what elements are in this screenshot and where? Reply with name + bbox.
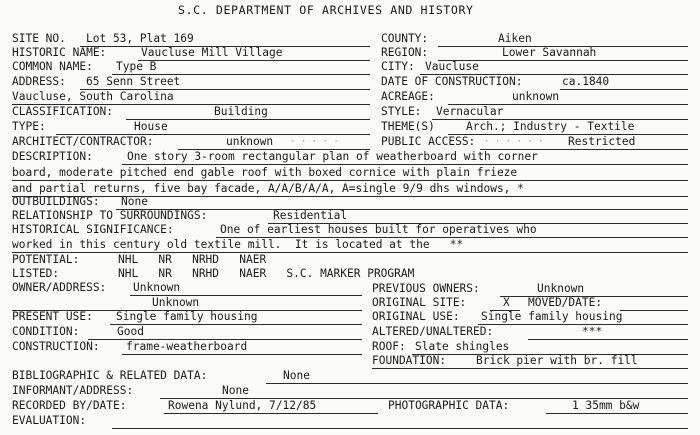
form-title: S.C. DEPARTMENT OF ARCHIVES AND HISTORY bbox=[178, 3, 474, 17]
outbuildings-label: OUTBUILDINGS: bbox=[12, 195, 100, 208]
common-name-label: COMMON NAME: bbox=[12, 60, 93, 73]
city-label: CITY: bbox=[381, 60, 415, 73]
informant-value: None bbox=[222, 384, 249, 397]
rule bbox=[620, 310, 688, 311]
original-use-value: Single family housing bbox=[481, 310, 623, 323]
condition-label: CONDITION: bbox=[12, 325, 80, 338]
potential-label: POTENTIAL: bbox=[12, 253, 80, 266]
photographic-value: 1 35mm b&w bbox=[572, 399, 640, 412]
rule bbox=[372, 368, 688, 369]
classification-label: CLASSIFICATION: bbox=[12, 105, 114, 118]
owner-label: OWNER/ADDRESS: bbox=[12, 281, 107, 294]
date-value: ca.1840 bbox=[562, 75, 610, 88]
rule bbox=[112, 428, 688, 429]
address-label: ADDRESS: bbox=[12, 75, 66, 88]
rule bbox=[110, 324, 362, 325]
construction-label: CONSTRUCTION: bbox=[12, 340, 100, 353]
type-label: TYPE: bbox=[12, 120, 46, 133]
acreage-label: ACREAGE: bbox=[381, 90, 435, 103]
theme-value: Arch.; Industry - Textile bbox=[466, 120, 635, 133]
rule bbox=[12, 196, 688, 197]
listed-options: NHL NR NRHD NAER S.C. MARKER PROGRAM bbox=[118, 267, 415, 280]
common-name-value: Type B bbox=[116, 60, 157, 73]
relationship-value: Residential bbox=[273, 209, 348, 222]
rule bbox=[12, 180, 688, 181]
region-label: REGION: bbox=[381, 46, 429, 59]
potential-options: NHL NR NRHD NAER bbox=[118, 253, 267, 266]
present-use-value: Single family housing bbox=[116, 310, 258, 323]
altered-label: ALTERED/UNALTERED: bbox=[372, 325, 494, 338]
informant-label: INFORMANT/ADDRESS: bbox=[12, 384, 134, 397]
construction-value: frame-weatherboard bbox=[126, 340, 248, 353]
acreage-value: unknown bbox=[512, 90, 560, 103]
bibliographic-value: None bbox=[283, 369, 310, 382]
roof-label: ROOF: bbox=[372, 340, 406, 353]
evaluation-label: EVALUATION: bbox=[12, 414, 87, 427]
description-label: DESCRIPTION: bbox=[12, 150, 93, 163]
original-site-label: ORIGINAL SITE: bbox=[372, 296, 467, 309]
recorded-by-value: Rowena Nylund, 7/12/85 bbox=[168, 399, 317, 412]
rule bbox=[266, 383, 688, 384]
region-value: Lower Savannah bbox=[502, 46, 597, 59]
present-use-label: PRESENT USE: bbox=[12, 310, 93, 323]
previous-owners-label: PREVIOUS OWNERS: bbox=[372, 282, 480, 295]
scan-speck: · · · · · bbox=[290, 137, 339, 147]
description-line-2: board, moderate pitched end gable roof with boxed cornice with plain frieze bbox=[12, 166, 518, 179]
public-access-label: PUBLIC ACCESS: bbox=[381, 135, 476, 148]
site-no-label: SITE NO. bbox=[12, 32, 66, 45]
photographic-label: PHOTOGRAPHIC DATA: bbox=[388, 399, 510, 412]
scan-speck: · · · · · · bbox=[484, 137, 544, 147]
owner-value: Unknown bbox=[133, 281, 181, 294]
original-use-label: ORIGINAL USE: bbox=[372, 310, 460, 323]
foundation-label: FOUNDATION: bbox=[372, 354, 447, 367]
original-site-value: X bbox=[503, 296, 510, 309]
rule bbox=[528, 339, 688, 340]
rule bbox=[122, 164, 688, 165]
roof-value: Slate shingles bbox=[415, 340, 510, 353]
significance-line-1: One of earliest houses built for operatives who bbox=[220, 223, 537, 236]
rule bbox=[138, 60, 370, 61]
classification-value: Building bbox=[214, 105, 268, 118]
address-value: 65 Senn Street bbox=[86, 75, 181, 88]
county-label: COUNTY: bbox=[381, 32, 429, 45]
rule bbox=[546, 413, 688, 414]
outbuildings-value: None bbox=[121, 195, 148, 208]
description-line-3: and partial returns, five bay facade, A/A/B/A/A, A=single 9/9 dhs windows, * bbox=[12, 182, 524, 195]
rule bbox=[12, 252, 688, 253]
public-access-value: Restricted bbox=[568, 135, 636, 148]
description-line-1: One story 3-room rectangular plan of weatherboard with corner bbox=[127, 150, 538, 163]
significance-label: HISTORICAL SIGNIFICANCE: bbox=[12, 223, 174, 236]
significance-line-2: worked in this century old textile mill. It is located at the ** bbox=[12, 238, 464, 251]
historic-name-value: Vaucluse Mill Village bbox=[141, 46, 283, 59]
date-label: DATE OF CONSTRUCTION: bbox=[381, 75, 523, 88]
architect-label: ARCHITECT/CONTRACTOR: bbox=[12, 135, 154, 148]
style-label: STYLE: bbox=[381, 105, 422, 118]
theme-label: THEME(S) bbox=[381, 120, 435, 133]
type-value: House bbox=[134, 120, 168, 133]
moved-date-label: MOVED/DATE: bbox=[528, 296, 603, 309]
bibliographic-label: BIBLIOGRAPHIC & RELATED DATA: bbox=[12, 369, 208, 382]
owner-value-2: Unknown bbox=[152, 296, 200, 309]
address-line2: Vaucluse, South Carolina bbox=[12, 90, 174, 103]
listed-label: LISTED: bbox=[12, 267, 60, 280]
relationship-label: RELATIONSHIP TO SURROUNDINGS: bbox=[12, 209, 208, 222]
condition-value: Good bbox=[117, 325, 144, 338]
historic-name-label: HISTORIC NAME: bbox=[12, 46, 107, 59]
city-value: Vaucluse bbox=[425, 60, 479, 73]
county-value: Aiken bbox=[498, 32, 532, 45]
rule bbox=[164, 413, 378, 414]
style-value: Vernacular bbox=[436, 105, 504, 118]
foundation-value: Brick pier with br. fill bbox=[476, 354, 638, 367]
altered-value: *** bbox=[582, 325, 603, 338]
architect-value: unknown bbox=[226, 135, 274, 148]
rule bbox=[560, 89, 688, 90]
recorded-by-label: RECORDED BY/DATE: bbox=[12, 399, 127, 412]
rule bbox=[122, 354, 362, 355]
site-no-value: Lot 53, Plat 169 bbox=[86, 32, 194, 45]
previous-owners-value: Unknown bbox=[537, 282, 585, 295]
